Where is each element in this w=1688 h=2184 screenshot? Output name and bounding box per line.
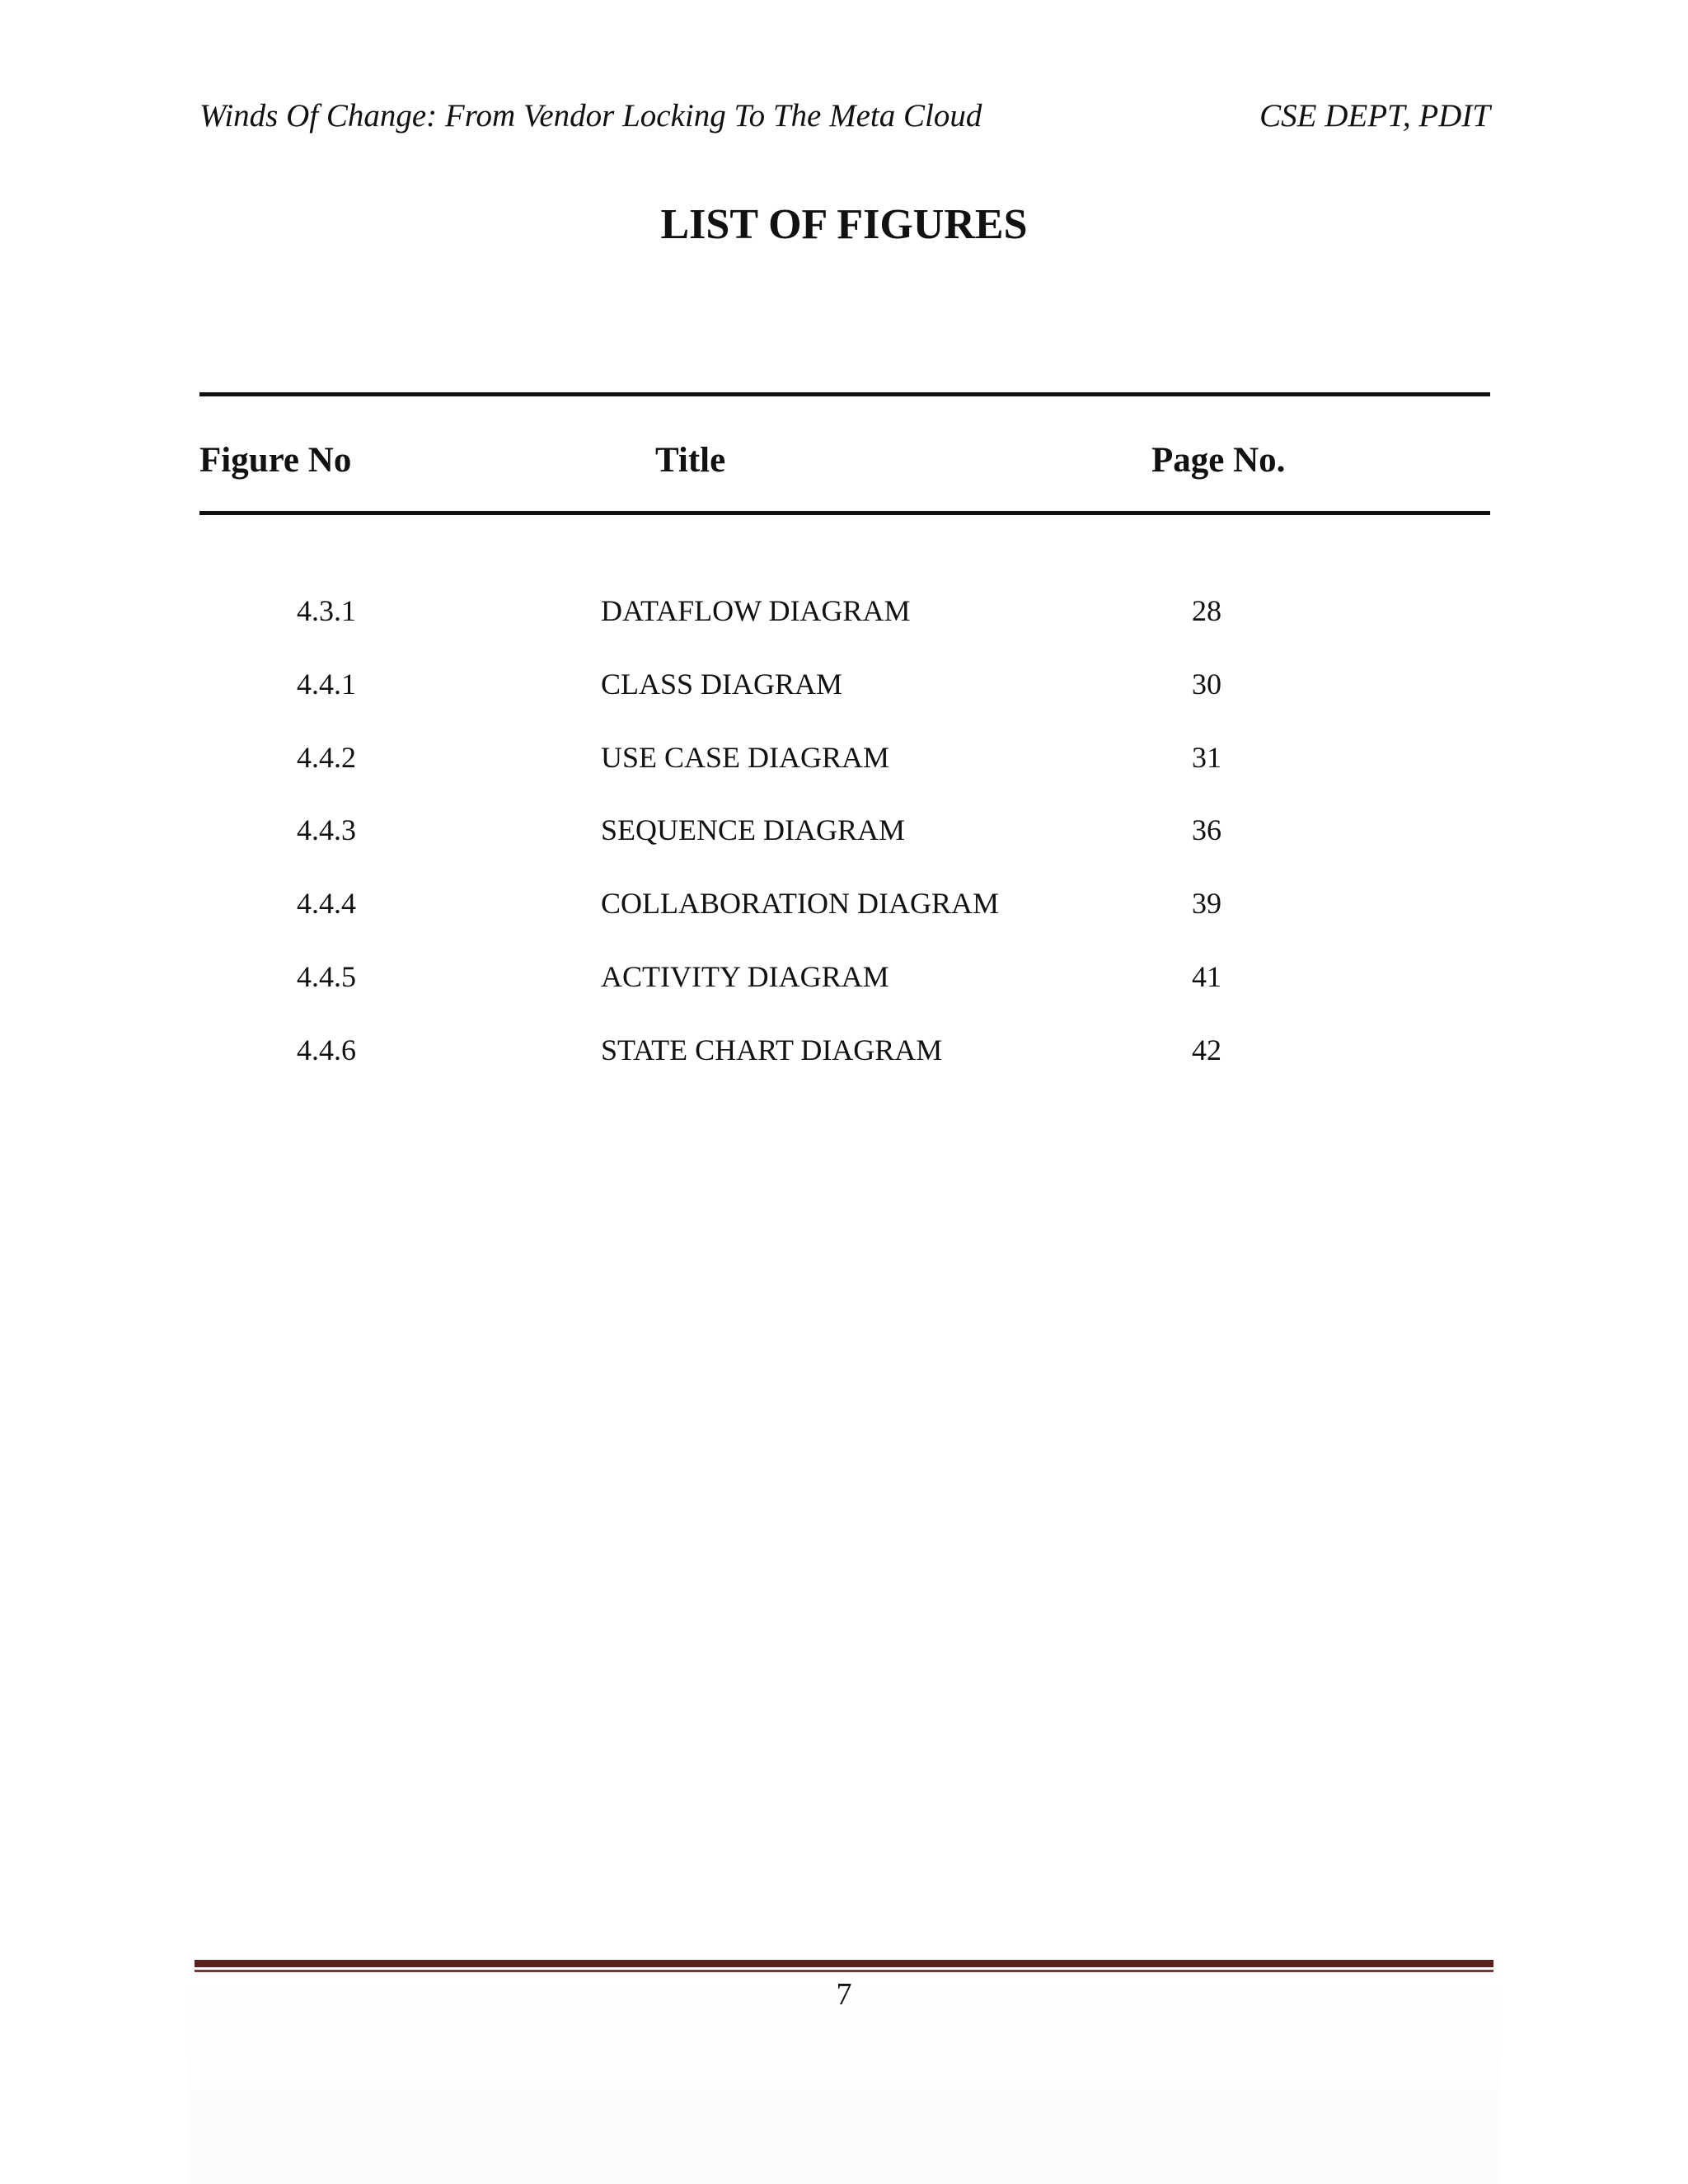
figure-page: 31 [1192,741,1221,774]
table-row [0,733,1688,782]
table-row [0,659,1688,709]
figure-title: CLASS DIAGRAM [601,668,843,701]
figure-page: 42 [1192,1033,1221,1066]
table-row [0,879,1688,928]
figure-title: STATE CHART DIAGRAM [601,1033,943,1066]
page-number: 7 [836,1977,852,2012]
figure-number: 4.4.6 [297,1033,356,1066]
table-row [0,952,1688,1001]
figure-number: 4.4.4 [297,887,356,920]
figure-title: COLLABORATION DIAGRAM [601,887,999,920]
column-header-title: Title [655,441,726,480]
page-title: LIST OF FIGURES [660,201,1028,248]
figure-title: ACTIVITY DIAGRAM [601,960,889,993]
table-header-bottom-rule [199,511,1490,515]
table-row [0,805,1688,855]
running-header-department: CSE DEPT, PDIT [1259,98,1490,134]
table-top-rule [199,392,1490,396]
figure-number: 4.4.5 [297,960,356,993]
footer-rule [195,1960,1493,1967]
column-header-figure-no: Figure No [199,441,352,480]
table-row [0,1025,1688,1075]
figure-title: DATAFLOW DIAGRAM [601,594,911,627]
running-header-title: Winds Of Change: From Vendor Locking To The Meta Cloud [199,98,982,134]
column-header-page-no: Page No. [1151,441,1286,480]
figure-page: 30 [1192,668,1221,701]
table-row [0,586,1688,635]
figure-number: 4.4.2 [297,741,356,774]
figure-number: 4.3.1 [297,594,356,627]
figure-page: 39 [1192,887,1221,920]
figure-page: 28 [1192,594,1221,627]
figure-number: 4.4.3 [297,813,356,846]
figure-number: 4.4.1 [297,668,356,701]
figure-title: SEQUENCE DIAGRAM [601,813,905,846]
figure-page: 36 [1192,813,1221,846]
figure-page: 41 [1192,960,1221,993]
figure-title: USE CASE DIAGRAM [601,741,890,774]
